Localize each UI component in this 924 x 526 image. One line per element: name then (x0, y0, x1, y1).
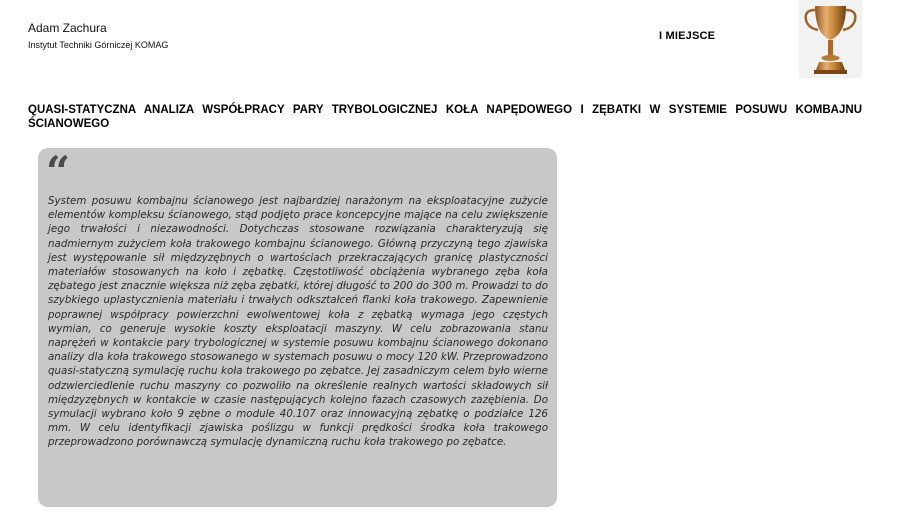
trophy-icon (799, 0, 862, 78)
abstract-panel (38, 148, 557, 507)
trophy-image (799, 0, 862, 78)
paper-title: QUASI-STATYCZNA ANALIZA WSPÓŁPRACY PARY TRYBOLOGICZNEJ KOŁA NAPĘDOWEGO I ZĘBATKI W SYSTEMIE POSUWU KOMBAJNU ŚCIANOWEGO (28, 104, 862, 130)
abstract-text: System posuwu kombajnu ścianowego jest najbardziej narażonym na eksploatacyjne zużycie elementów kompleksu ścianowego, stąd podjęto prace koncepcyjne mające na celu zwiększenie jego trwałości i niezawodności. Dotychczas stosowane rozwiązania charakteryzują się nadmiernym zużyciem koła trakowego kombajnu ścianowego. Główną przyczyną tego zjawiska jest występowanie sił międzyzębnych o wartościach przekraczających granicę plastyczności materiałów stosowanych na koło i zębatkę. Częstotliwość obciążenia wybranego zęba koła zębatego jest znacznie większa niż zęba zębatki, której długość to 200 do 300 m. Prowadzi to do szybkiego uplastycznienia materiału i trwałych odkształceń flanki koła trakowego. Zapewnienie poprawnej współpracy powierzchni ewolwentowej koła z zębatką wymaga jego częstych wymian, co generuje wysokie koszty eksploatacji maszyny. W celu zobrazowania stanu naprężeń w kontakcie pary trybologicznej w systemie posuwu kombajnu ścianowego dokonano analizy dla koła trakowego stosowanego w systemach posuwu o mocy 120 kW. Przeprowadzono quasi-statyczną symulację ruchu koła trakowego po zębatce. Jej zasadniczym celem było wierne odzwierciedlenie ruchu maszyny co pozwoliło na określenie realnych wartości składowych sił międzyzębnych w kontakcie w czasie następujących kolejno fazach czasowych zazębienia. Do symulacji wybrano koło 9 zębne o module 40.107 oraz innowacyjną zębatkę o podziałce 126 mm. W celu identyfikacji zjawiska poślizgu w funkcji prędkości środka koła trakowego przeprowadzono porównawczą symulację dynamiczną ruchu koła trakowego po zębatce. (48, 195, 548, 449)
quote-mark-icon: “ (46, 147, 71, 196)
author-block (28, 21, 168, 50)
award-label: I MIEJSCE (659, 30, 716, 42)
author-name: Adam Zachura (28, 21, 107, 35)
author-affiliation: Instytut Techniki Górniczej KOMAG (28, 40, 169, 50)
